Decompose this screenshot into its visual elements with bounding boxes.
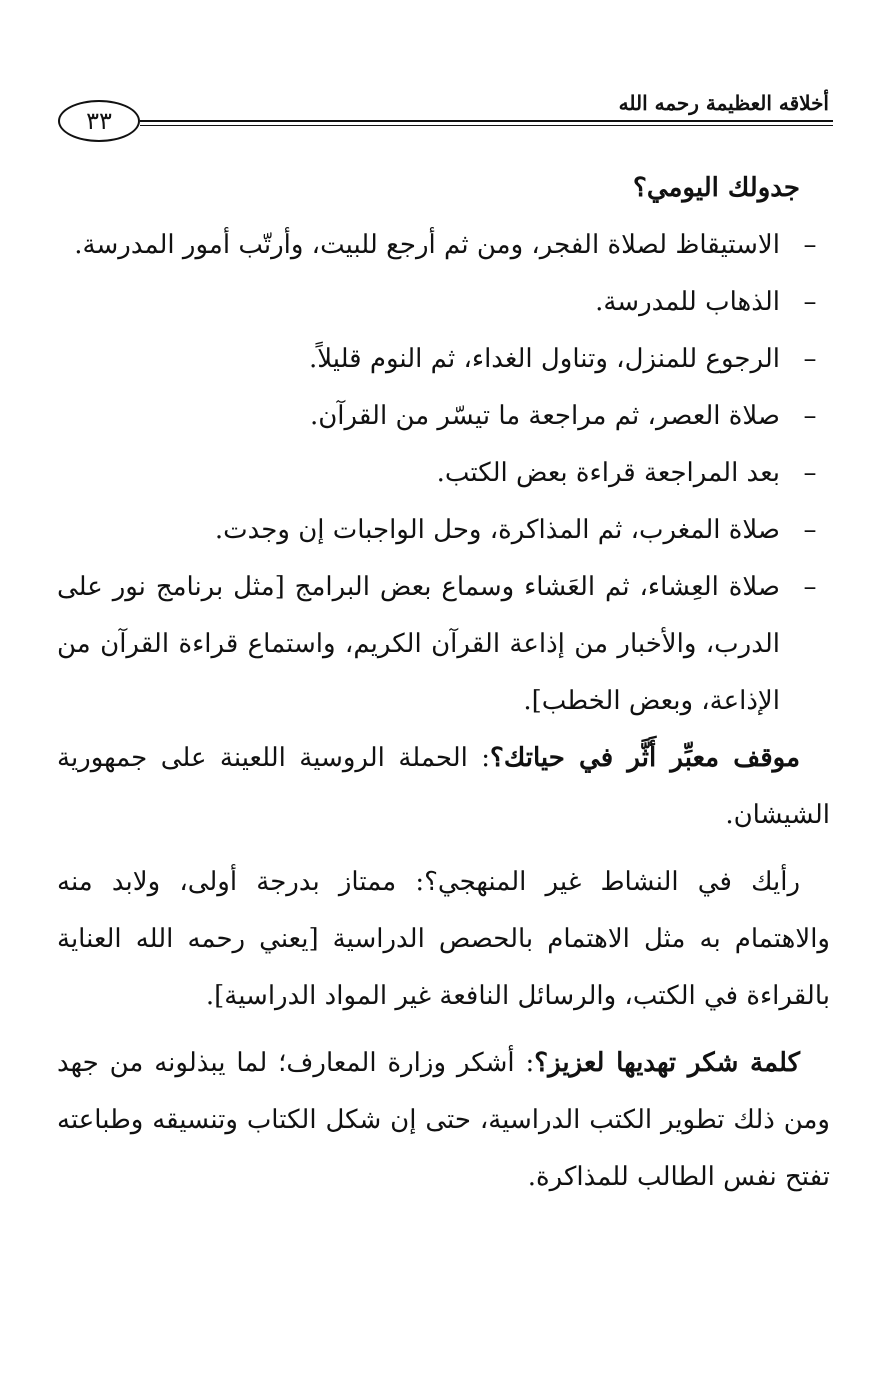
list-item — [57, 559, 830, 730]
header-rule-thick — [140, 120, 833, 122]
list-item-text: صلاة المغرب، ثم المذاكرة، وحل الواجبات إن وجدت. — [214, 515, 780, 545]
list-item-text: صلاة العصر، ثم مراجعة ما تيسّر من القرآن. — [309, 401, 780, 431]
list-item-text: الرجوع للمنزل، وتناول الغداء، ثم النوم قليلاً. — [308, 344, 780, 374]
list-item — [57, 445, 830, 502]
list-item — [57, 331, 830, 388]
list-item-text: صلاة العِشاء، ثم العَشاء وسماع بعض البرامج [مثل برنامج نور على الدرب، والأخبار من إذاعة القرآن الكريم، واستماع قراءة القرآن من الإذاعة، وبعض الخطب]. — [57, 572, 780, 716]
schedule-list — [57, 217, 830, 730]
bullet-dash: – — [803, 230, 817, 260]
list-item-text: بعد المراجعة قراءة بعض الكتب. — [436, 458, 780, 488]
section-heading: جدولك اليومي؟ — [633, 173, 800, 203]
answer-text: : أشكر وزارة المعارف؛ لما يبذلونه من جهد ومن ذلك تطوير الكتب الدراسية، حتى إن شكل الكتاب وتنسيقه وطباعته تفتح نفس الطالب للمذاكرة. — [57, 1048, 830, 1192]
bullet-dash: – — [803, 401, 817, 431]
paragraph-memorable-event — [57, 730, 830, 844]
bullet-dash: – — [803, 458, 817, 488]
list-item-text: الذهاب للمدرسة. — [595, 287, 780, 317]
question-label: كلمة شكر تهديها لعزيز؟ — [534, 1048, 800, 1078]
question-label: رأيك في النشاط غير المنهجي؟ — [424, 867, 800, 897]
bullet-dash: – — [803, 344, 817, 374]
list-item — [57, 502, 830, 559]
header-rule-thin — [140, 125, 833, 126]
list-item-text: الاستيقاظ لصلاة الفجر، ومن ثم أرجع للبيت، وأرتّب أمور المدرسة. — [74, 230, 780, 260]
question-label: موقف معبِّر أَثَّر في حياتك؟ — [490, 743, 800, 773]
running-header-title: أخلاقه العظيمة رحمه الله — [618, 91, 829, 115]
bullet-dash: – — [803, 572, 817, 602]
list-item — [57, 274, 830, 331]
answer-text: : ممتاز بدرجة أولى، ولابد منه والاهتمام به مثل الاهتمام بالحصص الدراسية [يعني رحمه الله العناية بالقراءة في الكتب، والرسائل النافعة غير المواد الدراسية]. — [57, 867, 830, 1011]
bullet-dash: – — [803, 515, 817, 545]
list-item — [57, 388, 830, 445]
page-number: ٣٣ — [58, 100, 140, 142]
paragraph-extracurricular — [57, 854, 830, 1025]
page-content — [57, 160, 830, 1206]
bullet-dash: – — [803, 287, 817, 317]
answer-text: : الحملة الروسية اللعينة على جمهورية الشيشان. — [57, 743, 830, 830]
paragraph-thanks — [57, 1035, 830, 1206]
list-item — [57, 217, 830, 274]
